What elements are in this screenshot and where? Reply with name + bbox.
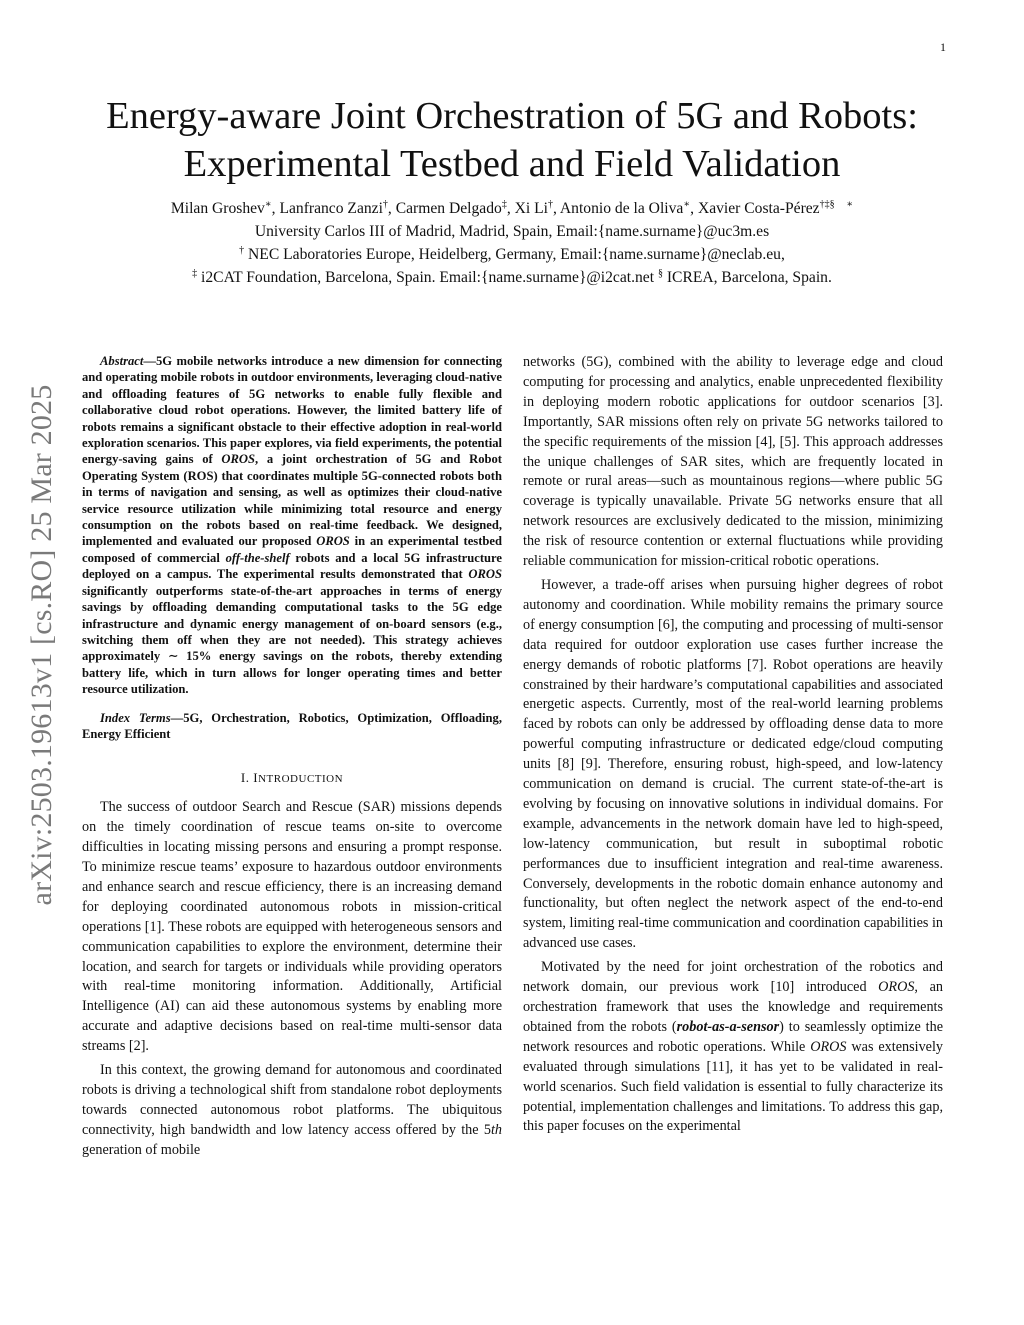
abstract-emphasis: OROS	[468, 567, 502, 582]
affiliation-1: University Carlos III of Madrid, Madrid, Spain, Email:{name.surname}@uc3m.es	[254, 223, 770, 240]
abstract-emphasis: OROS	[316, 534, 350, 549]
section-title-rest: NTRODUCTION	[258, 773, 344, 786]
author-affil-mark: †‡§	[819, 199, 835, 210]
body-text: In this context, the growing demand for autonomous and coordinated robots is driving a technological shift from standalone robot deployments towards connected autonomous robot platforms. The ubiquitous connectivity, high bandwidth and low latency access offered by the 5	[82, 1062, 502, 1138]
body-paragraph	[523, 958, 943, 1137]
author-name: Milan Groshev	[170, 200, 265, 217]
affiliation-mark: †	[239, 245, 245, 256]
body-text: ) to seamlessly optimize the network resources and robotic operations. While	[523, 1018, 943, 1055]
section-title-initial: I	[253, 770, 259, 786]
affiliation-text: NEC Laboratories Europe, Heidelberg, Germany, Email:{name.surname}@neclab.eu,	[244, 246, 785, 263]
body-paragraph: However, a trade-off arises when pursuing higher degrees of robot autonomy and coordination. While mobility remains the primary source of energy consumption [6], the computing and processing of multi-sensor data required for outdoor exploration use cases further increase the energy demands of robotic platforms [7]. Robot operations are heavily constrained by their hardware’s computational capabilities and associated energetic aspects. Currently, most of the real-world learning problems faced by robots can only be addressed by offloading dense data to more powerful computing infrastructure or dedicated edge/cloud computing units [8] [9]. Therefore, ensuring robust, high-speed, and low-latency communication on demand is crucial. The current state-of-the-art is evolving by focusing on innovative solutions in individual domains. For example, advancements in the network domain have led to high-speed, low-latency communication, but result in suboptimal robotic performances due to insufficient integration and real-time awareness. Conversely, developments in the robotic domain enhance autonomy and functionality, but often neglect the network aspect of the end-to-end system, limiting real-time communication and coordination capabilities in advanced use cases.	[523, 576, 944, 952]
abstract-text: robots and a local 5G infrastructure deployed on a campus. The experimental results demonstrated that	[82, 550, 502, 582]
abstract-text: in an experimental testbed composed of commercial	[82, 534, 502, 565]
author-name: , Xi Li	[506, 200, 548, 217]
body-emphasis: OROS	[878, 979, 915, 996]
arxiv-stamp	[22, 350, 62, 940]
index-terms-label: Index Terms	[100, 710, 171, 725]
affiliation-mark: ∗	[846, 199, 854, 210]
body-emphasis: th	[490, 1121, 502, 1138]
body-paragraph: networks (5G), combined with the ability to leverage edge and cloud computing for processing and analytics, enable unprecedented flexibility in deploying modern robotic applications for outdoor scenarios [3]. Importantly, SAR missions often rely on private 5G networks tailored to the specific requirements of the mission [4], [5]. This approach addresses the unique challenges of SAR sites, which are frequently located in remote or rural areas—such as mountainous regions—where public 5G coverage is typically unavailable. Private 5G networks ensure that all network resources are exclusively dedicated to the mission, minimizing the risk of resource contention or external fluctuations while providing reliable communication for mission-critical robotic operations.	[523, 354, 943, 570]
body-text: Motivated by the need for joint orchestration of the robotics and network domain, our previous work [10] introduced	[523, 959, 943, 996]
arxiv-stamp-text: arXiv:2503.19613v1 [cs.RO] 25 Mar 2025	[25, 384, 58, 906]
affiliation-text: ICREA, Barcelona, Spain.	[662, 269, 832, 286]
index-terms	[82, 710, 502, 743]
index-terms-text: —5G, Orchestration, Robotics, Optimization, Offloading, Energy Efficient	[82, 710, 502, 741]
body-strong-emphasis: robot-as-a-sensor	[676, 1018, 780, 1035]
author-affil-mark: †	[547, 199, 553, 210]
abstract	[82, 353, 502, 698]
affiliation-3	[60, 266, 964, 289]
paper-title: Energy-aware Joint Orchestration of 5G and Robots: Experimental Testbed and Field Validation	[106, 95, 918, 185]
affiliation-text: i2CAT Foundation, Barcelona, Spain. Email:{name.surname}@i2cat.net	[197, 269, 658, 286]
author-affil-mark: ∗	[264, 199, 272, 210]
body-text: , an orchestration framework that uses the knowledge and requirements obtained from the robots (	[523, 979, 943, 1035]
abstract-emphasis: off-the-shelf	[225, 550, 290, 565]
section-heading	[82, 768, 502, 790]
left-column	[82, 353, 502, 1161]
right-column	[523, 353, 943, 1137]
affiliation-mark: ‡	[192, 268, 198, 279]
author-affil-mark: ‡	[501, 199, 507, 210]
author-affil-mark: ∗	[683, 199, 691, 210]
author-line	[60, 197, 964, 220]
author-block	[60, 197, 964, 289]
author-name: , Antonio de la Oliva	[552, 200, 684, 217]
section-number: I.	[240, 770, 250, 786]
abstract-text: —5G mobile networks introduce a new dimension for connecting and operating mobile robots in outdoor environments, leveraging cloud-native and offloading features of 5G networks to enable fully flexible and collaborative cloud robot operations. However, the limited battery life of robots remains a significant obstacle to their effective adoption in real-world exploration scenarios. This paper explores, via field experiments, the potential energy-saving gains of	[82, 354, 502, 467]
affiliation-2	[60, 243, 964, 266]
page-number: 1	[940, 40, 946, 54]
abstract-label: Abstract	[100, 354, 144, 368]
affiliation-mark: §	[657, 268, 663, 279]
body-emphasis: OROS	[810, 1038, 847, 1055]
abstract-emphasis: OROS	[221, 452, 255, 467]
body-text: was extensively evaluated through simulations [11], it has yet to be validated in real-world scenarios. Such field validation is essential to fully characterize its potential, implementation challenges and limitations. To address this gap, this paper focuses on the experimental	[523, 1038, 943, 1135]
body-paragraph: The success of outdoor Search and Rescue (SAR) missions depends on the timely coordination of rescue teams on-site to overcome difficulties in locating missing persons and ensuring a prompt response. To minimize rescue teams’ exposure to hazardous outdoor environments and enhance search and rescue efficiency, there is an increasing demand for deploying coordinated autonomous robots in mission-critical operations [1]. These robots are equipped with heterogeneous sensors and communication capabilities to explore the environment, determine their location, and search for targets or individuals while providing operators with real-time monitoring information. Additionally, Artificial Intelligence (AI) can aid these autonomous systems by enabling more accurate and adaptive decisions based on real-time multi-sensor data streams [2].	[82, 799, 502, 1055]
body-text: generation of mobile	[82, 1141, 201, 1158]
author-affil-mark: †	[382, 199, 388, 210]
abstract-text: significantly outperforms state-of-the-art approaches in terms of energy savings by offloading demanding computational tasks to the 5G edge infrastructure and dynamic energy management of on-board sensors (e.g., switching them off when they are not needed). This strategy achieves approximately ∼ 15% energy savings on the robots, thereby extending battery life, which in turn allows for longer operating times and better resource utilization.	[82, 583, 502, 697]
abstract-text: , a joint orchestration of 5G and Robot Operating System (ROS) that coordinates multiple 5G-connected robots both in terms of navigation and sensing, as well as optimizes their cloud-native service resource utilization while minimizing total resource and energy consumption on the robots based on real-time feedback. We designed, implemented and evaluated our proposed	[82, 452, 503, 549]
author-name: , Xavier Costa-Pérez	[690, 200, 820, 217]
author-name: , Lanfranco Zanzi	[271, 200, 383, 217]
body-paragraph	[82, 1061, 502, 1161]
author-name: , Carmen Delgado	[387, 200, 502, 217]
